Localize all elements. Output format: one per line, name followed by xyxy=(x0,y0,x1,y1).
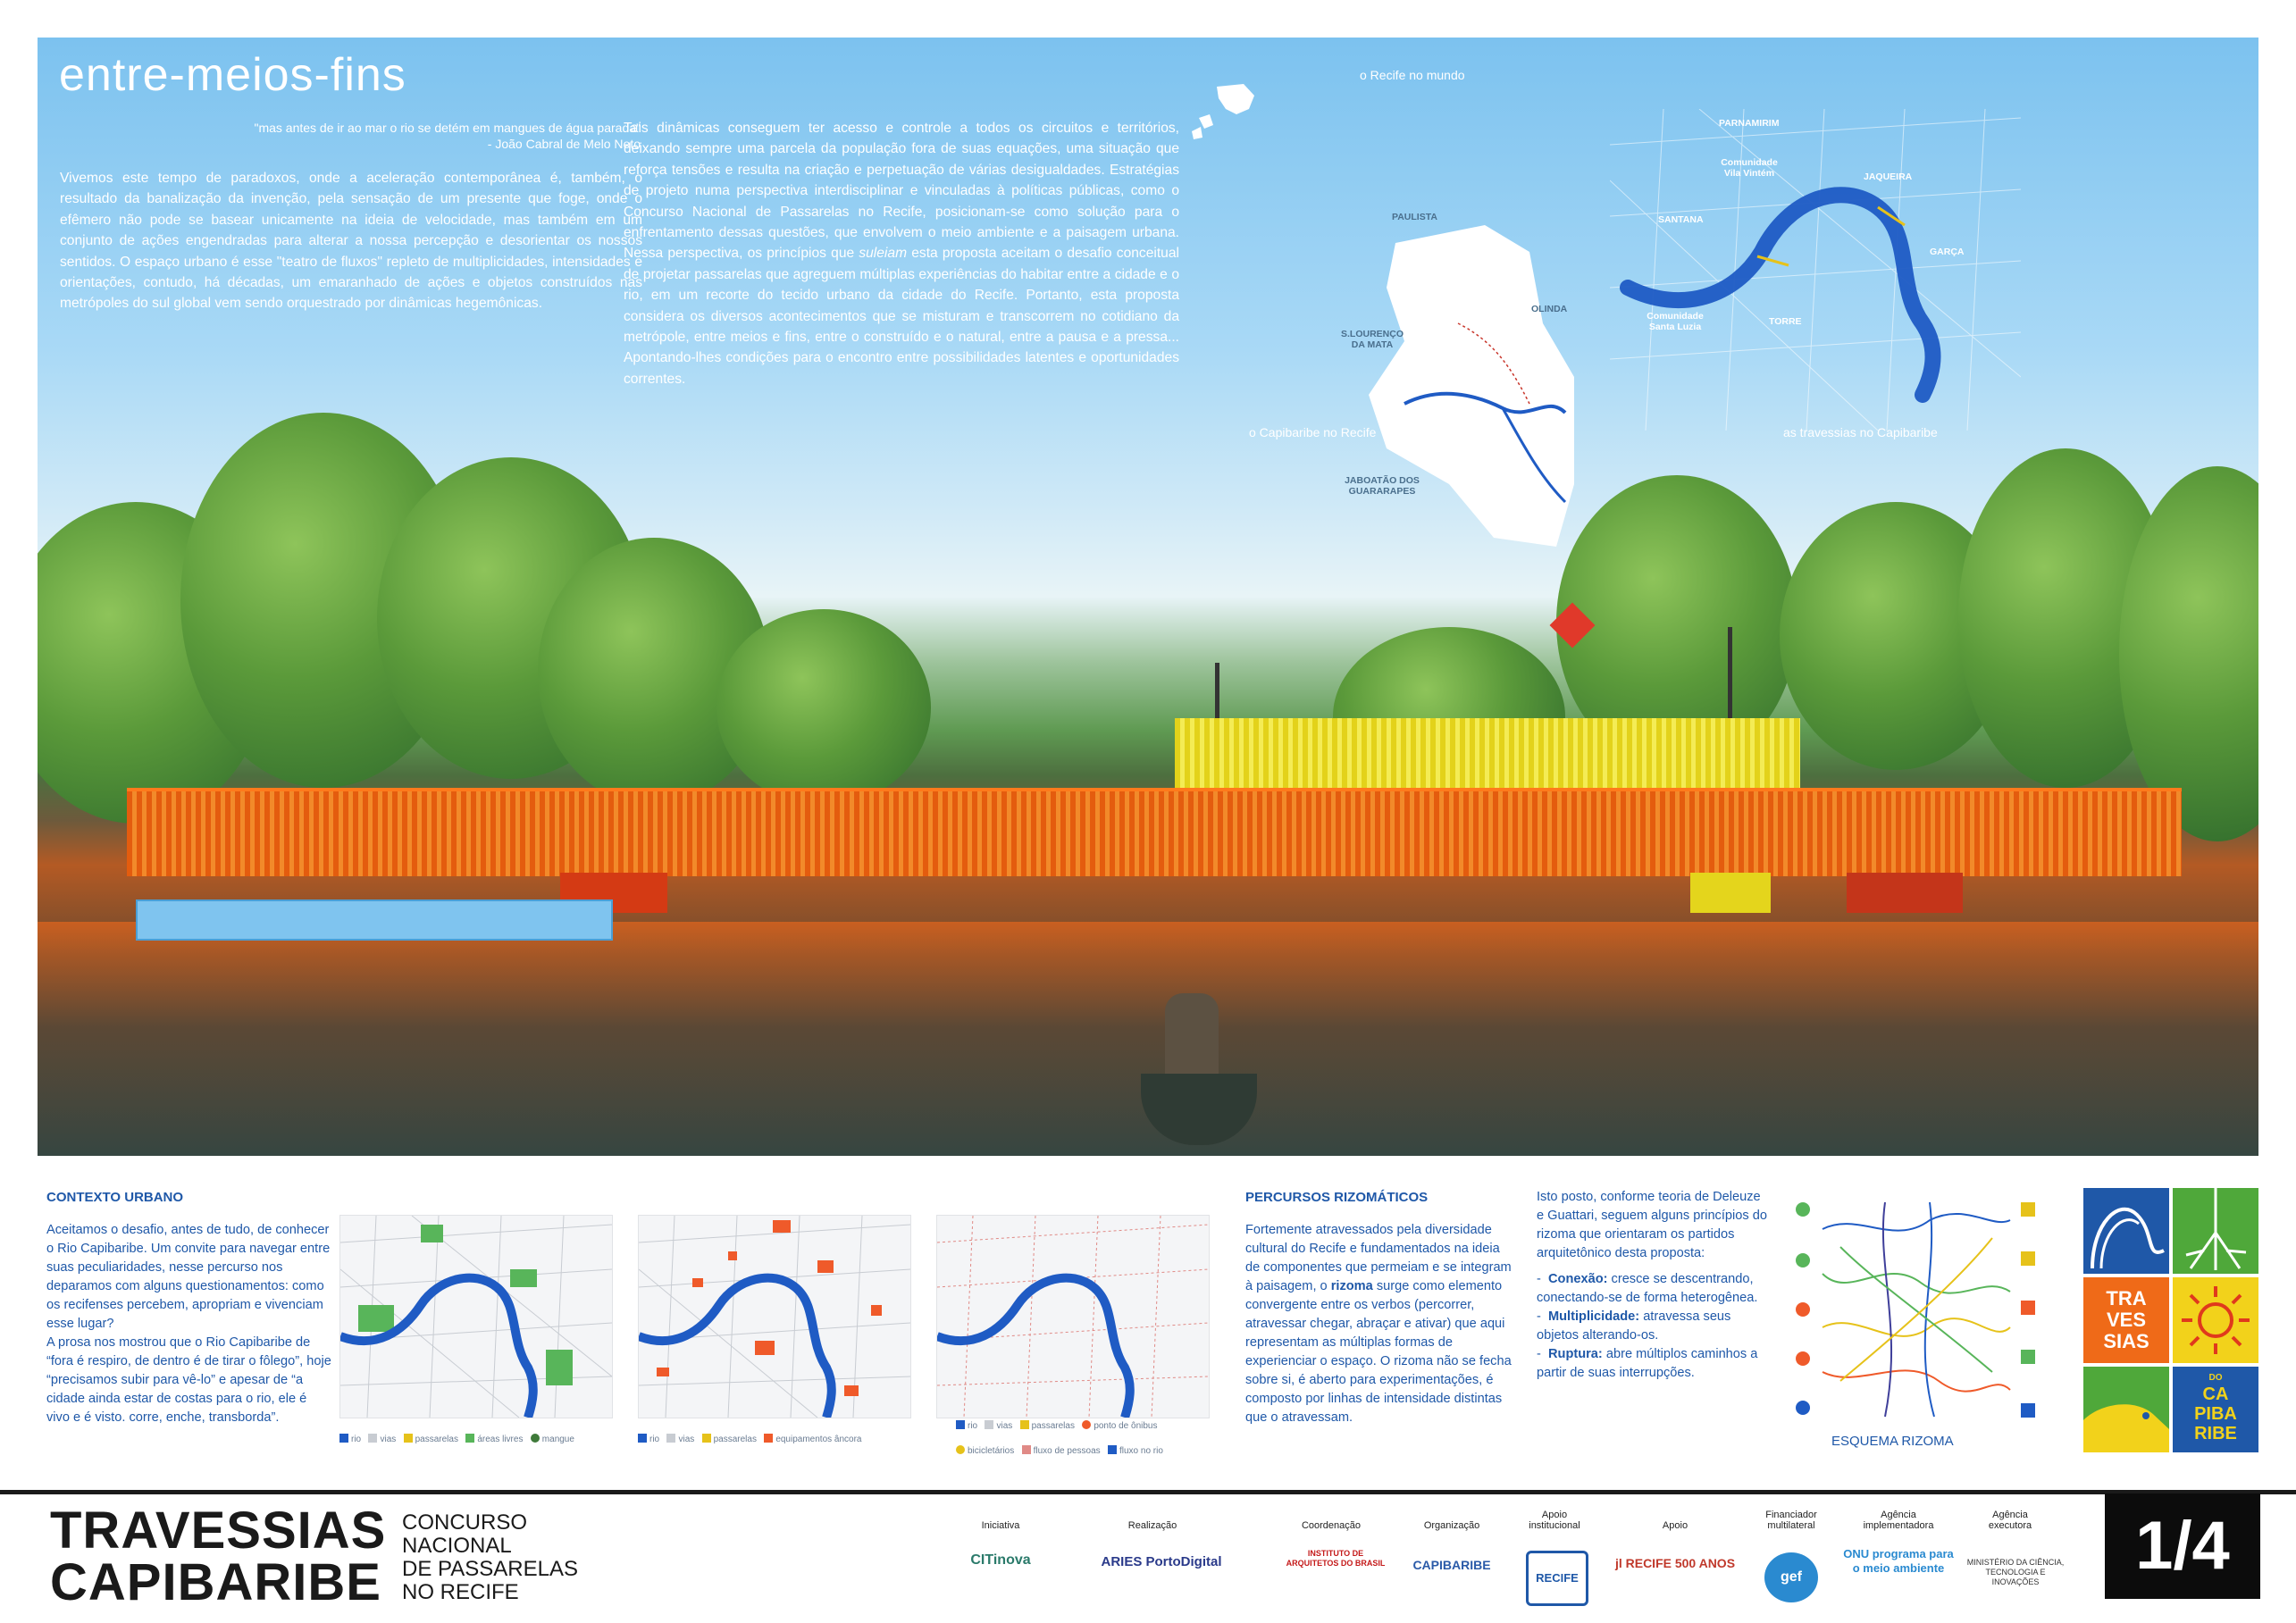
bridge-pier xyxy=(1690,873,1771,913)
bridge-pier xyxy=(1847,873,1963,913)
place-label: PARNAMIRIM xyxy=(1719,118,1780,129)
legend-map2 xyxy=(638,1434,862,1444)
tree xyxy=(716,609,931,806)
page-number: 1/4 xyxy=(2105,1493,2260,1599)
legend-item: mangue xyxy=(541,1435,574,1444)
principios-intro: Isto posto, conforme teoria de Deleuze e Guattari, seguem alguns princípios do rizoma que orientaram os partidos arquitetônico desta proposta: xyxy=(1537,1190,1767,1260)
legend-item: equipamentos âncora xyxy=(775,1435,862,1444)
map-label-world: o Recife no mundo xyxy=(1360,68,1465,82)
place-label: S.LOURENÇO DA MATA xyxy=(1340,329,1404,350)
orange-footbridge xyxy=(127,788,2182,876)
text-span: Tais dinâmicas conseguem ter acesso e controle a todos os circuitos e territórios, deixando sempre uma parcela da população fora de suas equações, uma situação que reforça tensões e resulta na criação e perpetuação de várias desigualdades. Estratégias de projeto numa perspectiva interdisciplinar e vinculadas à políticas públicas, como o Concurso Nacional de Passarelas no Recife, posicionam-se como solução para o enfrentamento dessas questões, que envolvem o meio ambiente e a paisagem urbana. Nessa perspectiva, os princípios que xyxy=(624,121,1179,262)
legend-item: rio xyxy=(351,1435,362,1444)
text-span: esta proposta aceitam o desafio conceitual de projetar passarelas que agreguem múltiplas experiências do habitar entre a cidade e o rio, em um recorte do tecido urbano da cidade do Recife. Portanto, esta proposta considera os diversos acontecimentos que se misturam e transcorrem no cotidiano da metrópole, entre meios e fins, entre o construído e o natural, entre a pausa e a pressa... Apontando-lhes condições para o encontro entre possibilidades latentes e oportunidades correntes. xyxy=(624,246,1179,387)
brand-title-line: TRAVESSIAS xyxy=(50,1502,387,1560)
bold-span: rizoma xyxy=(1330,1279,1373,1293)
text-span: Fortemente atravessados pela diversidade cultural do Recife e fundamentados na ideia de componentes que permeiam e se integram à paisagem, o xyxy=(1245,1223,1512,1293)
sponsor-role: Agência implementadora xyxy=(1863,1510,1934,1531)
crossings-map xyxy=(1610,109,2021,431)
sponsor-role: Iniciativa xyxy=(981,1520,1020,1531)
street-map xyxy=(937,1216,1209,1418)
place-label: OLINDA xyxy=(1531,304,1568,314)
sponsor-role: Realização xyxy=(1127,1520,1177,1531)
legend-map3-row2 xyxy=(956,1445,1163,1456)
principio-item: - Multiplicidade: atravessa seus objetos alterando-os. xyxy=(1537,1309,1731,1343)
place-label: TORRE xyxy=(1769,316,1802,327)
place-label: Comunidade Vila Vintém xyxy=(1721,157,1778,179)
sponsor-logo-recife: RECIFE xyxy=(1526,1551,1588,1606)
floating-deck xyxy=(136,899,613,941)
rizoma-schema-label: ESQUEMA RIZOMA xyxy=(1831,1434,1954,1449)
legend-item: vias xyxy=(996,1421,1013,1431)
brand-title-line: CAPIBARIBE xyxy=(50,1553,381,1611)
footer-rule xyxy=(0,1490,2296,1494)
principio-term: Ruptura: xyxy=(1547,1347,1603,1361)
epigraph-author: - João Cabral de Melo Neto xyxy=(487,137,641,151)
map-label-recife: o Capibaribe no Recife xyxy=(1249,425,1377,439)
principio-item: - Conexão: cresce se descentrando, conectando-se de forma heterogênea. xyxy=(1537,1272,1758,1305)
sponsor-logo-capibaribe: CAPIBARIBE xyxy=(1412,1558,1491,1572)
street-map xyxy=(340,1216,612,1418)
brand-subtitle-line: CONCURSO xyxy=(402,1510,528,1535)
legend-map3-row1 xyxy=(956,1420,1157,1431)
roots-icon xyxy=(2173,1188,2258,1274)
contexto-paragraph: Aceitamos o desafio, antes de tudo, de conhecer o Rio Capibaribe. Um convite para navegar entre suas peculiaridades, nesse percurso nos deparamos com alguns questionamentos: como os recifenses percebem, apropriam e vivenciam esse lugar? xyxy=(46,1223,331,1331)
river-reflection xyxy=(38,922,2258,1156)
place-label: JABOATÃO DOS GUARARAPES xyxy=(1345,475,1420,497)
epigraph xyxy=(154,120,641,152)
logo-tile-blue xyxy=(2083,1188,2169,1274)
principio-desc: abre múltiplos caminhos a partir de suas interrupções. xyxy=(1537,1347,1758,1380)
place-label: Comunidade Santa Luzia xyxy=(1647,311,1704,332)
legend-item: fluxo de pessoas xyxy=(1033,1446,1101,1456)
logo-text: RIBE xyxy=(2194,1424,2237,1443)
legend-item: passarelas xyxy=(1031,1421,1075,1431)
logo-text: VES xyxy=(2106,1309,2147,1331)
sponsor-logo-iab: INSTITUTO DE ARQUITETOS DO BRASIL xyxy=(1286,1549,1386,1568)
place-label: JAQUEIRA xyxy=(1864,172,1913,182)
principio-term: Multiplicidade: xyxy=(1547,1309,1640,1324)
principio-desc: atravessa seus objetos alterando-os. xyxy=(1537,1309,1731,1343)
logo-tile-orange xyxy=(2083,1277,2169,1363)
epigraph-text: "mas antes de ir ao mar o rio se detém em mangues de água parada" xyxy=(254,121,641,135)
logo-tile-yellow xyxy=(2173,1277,2258,1363)
contexto-text xyxy=(46,1221,332,1427)
contexto-paragraph: A prosa nos mostrou que o Rio Capibaribe de “fora é respiro, de dentro é de tirar o fôlego”, hoje “precisamos subir para vê-lo” e apesar de “a cidade ainda estar de costas para o rio, ele é vivo e é visto. corre, enche, transborda”. xyxy=(46,1335,331,1425)
travessias-logo-tile xyxy=(2083,1188,2262,1456)
sponsor-role: Financiador multilateral xyxy=(1765,1510,1817,1531)
map-thumbnail-areas-livres xyxy=(339,1215,613,1418)
brand-subtitle-line: DE PASSARELAS xyxy=(402,1557,578,1581)
sponsor-logo-mcti: MINISTÉRIO DA CIÊNCIA, TECNOLOGIA E INOVAÇÕES xyxy=(1966,1558,2065,1586)
sponsor-role: Apoio institucional xyxy=(1529,1510,1580,1531)
logo-text: TRA xyxy=(2106,1287,2147,1309)
legend-item: passarelas xyxy=(415,1435,458,1444)
legend-item: rio xyxy=(649,1435,660,1444)
legend-item: ponto de ônibus xyxy=(1094,1421,1158,1431)
logo-tile-green xyxy=(2173,1188,2258,1274)
recife-map xyxy=(1351,216,1655,565)
sponsor-logo-aries-portodigital: ARIES PortoDigital xyxy=(1101,1554,1222,1569)
brand-subtitle-line: NO RECIFE xyxy=(402,1580,519,1604)
sponsor-logo-recife500: jl RECIFE 500 ANOS xyxy=(1614,1556,1736,1570)
emphasis-span: suleiam xyxy=(859,246,908,262)
wave-icon xyxy=(2083,1188,2169,1274)
logo-tile-green-2 xyxy=(2083,1367,2169,1452)
sun-icon xyxy=(2173,1277,2258,1363)
legend-item: bicicletários xyxy=(968,1446,1015,1456)
map-thumbnail-fluxos xyxy=(936,1215,1210,1418)
capybara-icon xyxy=(2083,1367,2169,1452)
map-label-crossings: as travessias no Capibaribe xyxy=(1783,425,1938,439)
section-title-contexto: CONTEXTO URBANO xyxy=(46,1190,184,1205)
brand-subtitle xyxy=(402,1511,578,1604)
sponsor-logo-onu: ONU programa para o meio ambiente xyxy=(1843,1547,1954,1575)
logo-text: CA xyxy=(2202,1385,2229,1404)
legend-item: fluxo no rio xyxy=(1119,1446,1163,1456)
sponsor-logo-gef: gef xyxy=(1764,1552,1818,1602)
map-thumbnail-equipamentos xyxy=(638,1215,911,1418)
hero-title: entre-meios-fins xyxy=(59,49,406,101)
boatman xyxy=(1165,993,1219,1083)
principio-term: Conexão: xyxy=(1547,1272,1608,1286)
logo-text: SIAS xyxy=(2103,1330,2149,1352)
hero-render xyxy=(38,38,2258,1156)
yellow-walkway xyxy=(1175,718,1800,795)
legend-item: passarelas xyxy=(713,1435,757,1444)
sponsor-role: Apoio xyxy=(1662,1520,1688,1531)
world-map xyxy=(1190,82,1315,149)
intro-paragraph-2 xyxy=(624,118,1179,389)
sponsor-role: Organização xyxy=(1423,1520,1480,1531)
logo-tile-blue-2 xyxy=(2173,1367,2258,1452)
legend-item: vias xyxy=(380,1435,397,1444)
rizoma-schema xyxy=(1787,1193,2041,1427)
street-map xyxy=(639,1216,910,1418)
intro-paragraph: Vivemos este tempo de paradoxos, onde a aceleração contemporânea é, também, o resultado da banalização da invenção, pela sensação de um presente que foge, onde o efêmero não pode se basear unicamente na ideia de velocidade, mas também em um conjunto de ações engendradas para alterar a nossa percepção e desorientar os nossos sentidos. O espaço urbano é esse "teatro de fluxos" repleto de multiplicidades, intensidades e orientações, contudo, há décadas, um emaranhado de ações e objetos construídos nas metrópoles do sul global vem sendo orquestrado por dinâmicas hegemônicas. xyxy=(60,171,642,312)
principio-desc: cresce se descentrando, conectando-se de forma heterogênea. xyxy=(1537,1272,1758,1305)
legend-item: rio xyxy=(968,1421,978,1431)
brand-subtitle-line: NACIONAL xyxy=(402,1534,512,1558)
legend-map1 xyxy=(339,1434,574,1444)
legend-item: áreas livres xyxy=(477,1435,524,1444)
sponsor-role: Coordenação xyxy=(1301,1520,1362,1531)
percursos-text xyxy=(1245,1221,1513,1427)
text-span: surge como elemento convergente entre os verbos (percorrer, atravessar chegar, abraçar e ativar) que aqui representam as múltiplas formas de experienciar o espaço. O rizoma não se fecha sobre si, é aberto para experimentações, é composto por linhas de intensidade distintas que o atravessam. xyxy=(1245,1279,1512,1425)
place-label: GARÇA xyxy=(1930,247,1965,257)
principios-text xyxy=(1537,1188,1771,1383)
section-title-percursos: PERCURSOS RIZOMÁTICOS xyxy=(1245,1190,1429,1205)
principio-item: - Ruptura: abre múltiplos caminhos a partir de suas interrupções. xyxy=(1537,1347,1758,1380)
logo-text: DO xyxy=(2208,1373,2223,1383)
legend-item: vias xyxy=(678,1435,695,1444)
logo-text: PIBA xyxy=(2194,1404,2237,1424)
sponsor-role: Agência executora xyxy=(1988,1510,2032,1531)
place-label: PAULISTA xyxy=(1392,212,1437,222)
sponsor-logo-citinova: CITinova xyxy=(970,1552,1031,1568)
brand-title xyxy=(50,1502,387,1611)
place-label: SANTANA xyxy=(1658,214,1704,225)
